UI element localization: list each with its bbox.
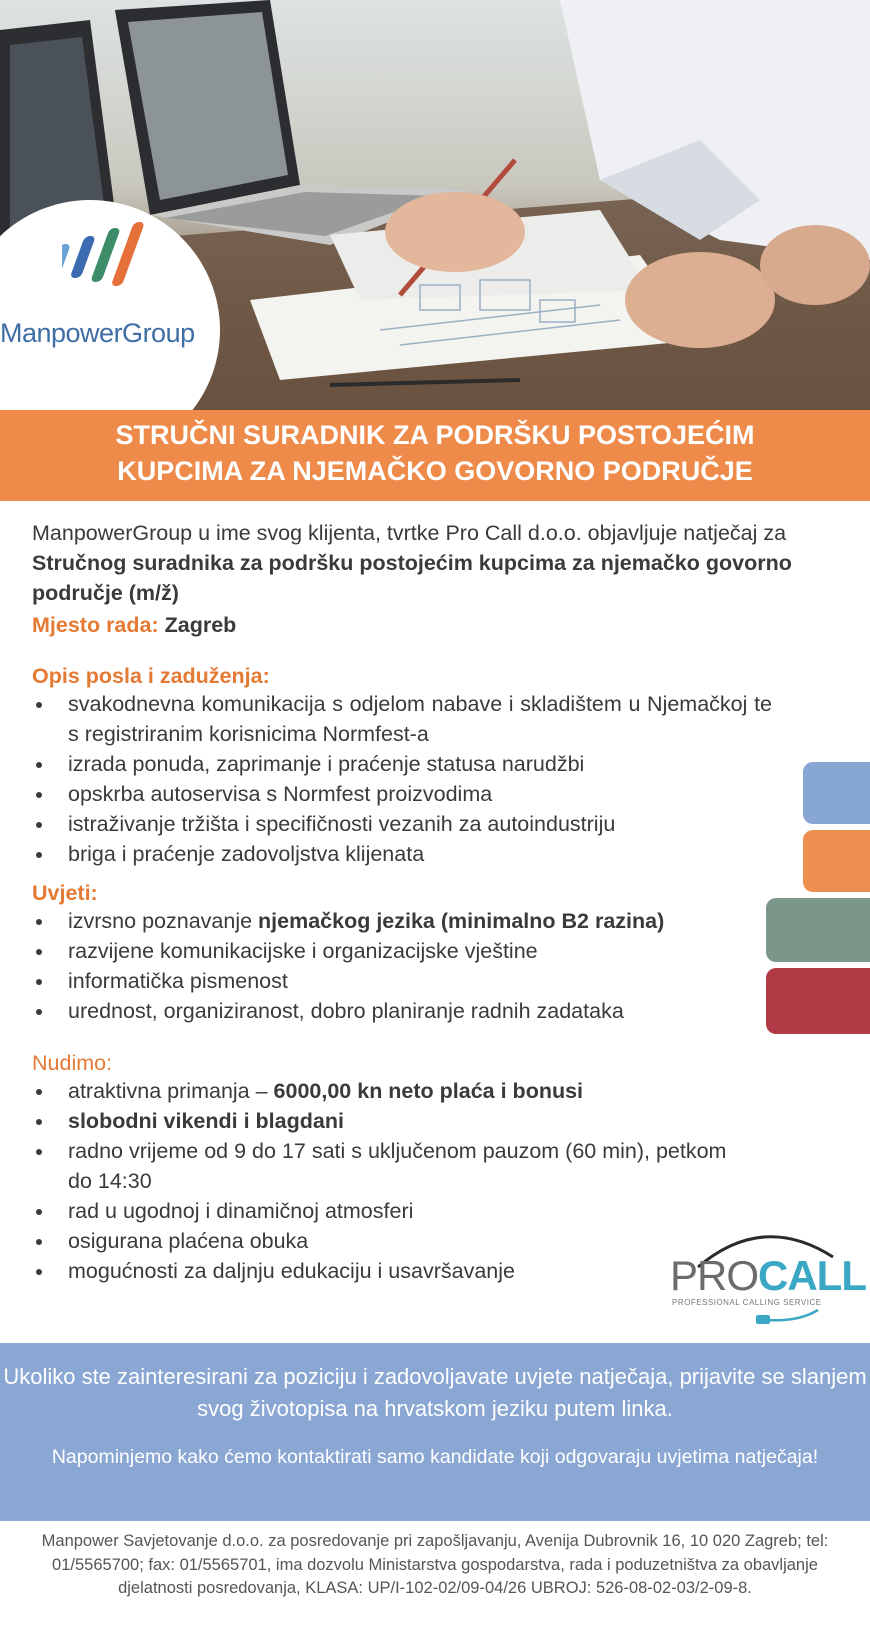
list-item: urednost, organiziranost, dobro planiranje radnih zadataka xyxy=(32,996,772,1026)
list-item: briga i praćenje zadovoljstva klijenata xyxy=(32,839,772,869)
green-color-tab xyxy=(766,898,870,962)
list-item: atraktivna primanja – 6000,00 kn neto plaća i bonusi xyxy=(32,1076,732,1106)
offer-heading: Nudimo: xyxy=(32,1051,113,1075)
job-title-line-1: STRUČNI SURADNIK ZA PODRŠKU POSTOJEĆIM xyxy=(115,420,755,450)
list-item: informatička pismenost xyxy=(32,966,772,996)
list-item: izvrsno poznavanje njemačkog jezika (minimalno B2 razina) xyxy=(32,906,772,936)
list-item: opskrba autoservisa s Normfest proizvodima xyxy=(32,779,772,809)
orange-color-tab xyxy=(803,830,870,892)
manpowergroup-logo-icon xyxy=(62,222,152,292)
location xyxy=(32,610,236,640)
job-title-line-2: KUPCIMA ZA NJEMAČKO GOVORNO PODRUČJE xyxy=(117,456,753,486)
list-item: osigurana plaćena obuka xyxy=(32,1226,732,1256)
cta-text: Ukoliko ste zainteresirani za poziciju i zadovoljavate uvjete natječaja, prijavite se slanjem svog životopisa na hrvatskom jeziku putem linka. xyxy=(3,1364,867,1421)
hero-photo xyxy=(0,0,870,410)
procall-wordmark: PROCALL xyxy=(670,1252,866,1299)
requirements-heading: Uvjeti: xyxy=(32,881,98,905)
blue-color-tab xyxy=(803,762,870,824)
location-label: Mjesto rada: xyxy=(32,613,159,637)
list-item: rad u ugodnoj i dinamičnoj atmosferi xyxy=(32,1196,732,1226)
requirements-list xyxy=(32,906,772,1026)
duties-heading: Opis posla i zaduženja: xyxy=(32,664,270,688)
procall-logo xyxy=(668,1222,866,1327)
intro-position-name: Stručnog suradnika za podršku postojećim kupcima za njemačko govorno područje (m/ž) xyxy=(32,551,792,605)
list-item: radno vrijeme od 9 do 17 sati s uključenom pauzom (60 min), petkom do 14:30 xyxy=(32,1136,732,1196)
location-value: Zagreb xyxy=(164,613,237,637)
list-item: slobodni vikendi i blagdani xyxy=(32,1106,732,1136)
intro-text: ManpowerGroup u ime svog klijenta, tvrtke Pro Call d.o.o. objavljuje natječaj za xyxy=(32,521,787,545)
procall-tagline: PROFESSIONAL CALLING SERVICE xyxy=(672,1298,822,1307)
legal-footer: Manpower Savjetovanje d.o.o. za posredovanje pri zapošljavanju, Avenija Dubrovnik 16, 10 020 Zagreb; tel: 01/5565700; fax: 01/5565701, ima dozvolu Ministarstva gospodarstva, rada i poduzetništva za obavljanje djelatnosti posredovanja, KLASA: UP/I-102-02/09-04/26 UBROJ: 526-08-02-03/2-09-8. xyxy=(41,1532,829,1597)
list-item: razvijene komunikacijske i organizacijske vještine xyxy=(32,936,772,966)
cta-note: Napominjemo kako ćemo kontaktirati samo kandidate koji odgovaraju uvjetima natječaja! xyxy=(51,1446,819,1468)
manpowergroup-logo-text: ManpowerGroup xyxy=(0,318,195,348)
list-item: svakodnevna komunikacija s odjelom nabave i skladištem u Njemačkoj te s registriranim korisnicima Normfest-a xyxy=(32,689,772,749)
offer-list xyxy=(32,1076,732,1286)
list-item: istraživanje tržišta i specifičnosti vezanih za autoindustriju xyxy=(32,809,772,839)
red-color-tab xyxy=(766,968,870,1034)
duties-list xyxy=(32,689,772,869)
job-title-banner xyxy=(0,410,870,501)
application-call-to-action xyxy=(0,1343,870,1521)
list-item: izrada ponuda, zaprimanje i praćenje statusa narudžbi xyxy=(32,749,772,779)
intro-paragraph xyxy=(32,518,832,608)
list-item: mogućnosti za daljnju edukaciju i usavršavanje xyxy=(32,1256,732,1286)
